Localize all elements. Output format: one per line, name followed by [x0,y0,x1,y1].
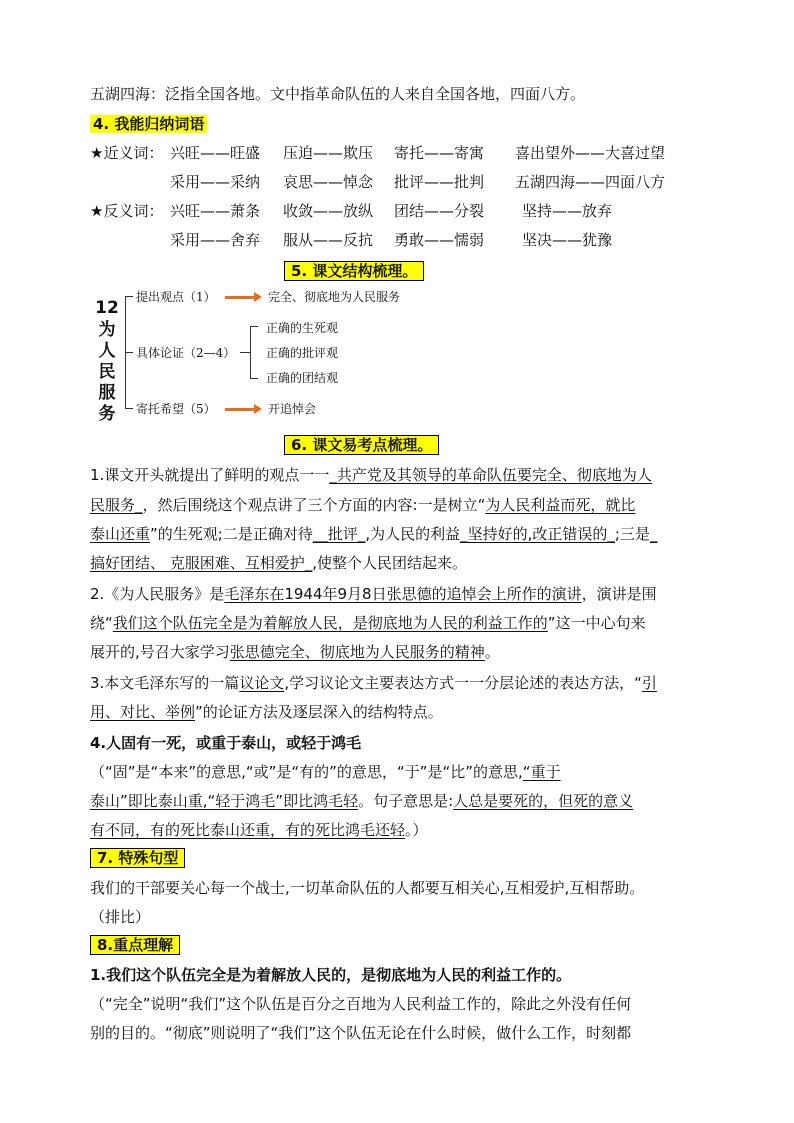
text-run: 。 [484,643,500,661]
intro-line: 五湖四海：泛指全国各地。文中指革命队伍的人来自全国各地，四面八方。 [90,85,586,103]
answer-underlined: __批评_ [312,525,366,543]
text-run: 。） [405,821,428,839]
section-4-heading [90,114,207,134]
key-item-1-line-1: （“完全”说明“我们”这个队伍是百分之百地为人民利益工作的，除此之外没有任何 [90,995,632,1013]
section-8-heading [90,935,180,955]
section-7-heading [90,848,185,868]
branch-1-label: 提出观点（1） [136,290,216,304]
sentence-type-note: （排比） [90,908,151,926]
lesson-title-char: 为 [98,320,116,340]
point-2-line-3 [90,642,500,662]
answer-underlined: 毛泽东在1944年9月8日张思德的追悼会上所作的演讲 [224,585,582,603]
lesson-number: 12 [95,298,119,318]
lesson-title-char: 务 [98,404,116,424]
answer-underlined: 人总是要死的，但死的意义 [453,792,634,810]
branch-2-item: 正确的批评观 [266,346,339,360]
brace-tick [125,408,133,409]
antonym-pair: 团结——分裂 [394,202,485,220]
antonym-pair: 勇敢——懦弱 [394,231,485,249]
antonym-label: ★反义词： [90,202,164,220]
answer-underlined: 泰山还重 [90,525,151,543]
lesson-title-char: 人 [98,341,116,361]
section-7-title: 7. 特殊句型 [90,848,185,868]
antonym-pair: 采用——舍弃 [170,231,261,249]
text-run: ;三是 [614,525,650,543]
point-4-title: 4.人固有一死，或重于泰山，或轻于鸿毛 [90,734,362,752]
answer-underlined: 有不同，有的死比泰山还重，有的死比鸿毛还轻 [90,821,406,839]
answer-underlined: 为人民利益而死，就比 [485,496,636,514]
antonym-pair: 坚决——犹豫 [522,231,613,249]
point-2-line-2 [90,613,646,633]
text-run: ，演讲是围 [581,585,657,603]
branch-2-item: 正确的团结观 [266,371,339,385]
text-run: ”的论证方法及逐层深入的结构特点。 [195,703,443,721]
synonym-pair: 批评——批判 [394,173,485,191]
answer-underlined: 张思德完全、彻底地为人民服务的精神 [229,643,485,661]
synonym-pair: 哀思——悼念 [283,173,374,191]
point-2-line-1 [90,584,657,604]
point-4-line-3 [90,820,428,840]
answer-underlined: 用、对比、举例 [90,703,196,721]
sub-brace-tick [240,352,250,353]
point-4-line-2 [90,791,633,811]
text-run: ，然后围绕这个观点讲了三个方面的内容:一是树立“ [142,496,486,514]
special-sentence: 我们的干部要关心每一个战士,一切革命队伍的人都要互相关心,互相爱护,互相帮助。 [90,879,645,897]
branch-2-item: 正确的生死观 [266,321,339,335]
key-item-1-line-2: 别的目的。“彻底”则说明了“我们”这个队伍无论在什么时候，做什么工作，时刻都 [90,1024,632,1042]
point-1-line-1 [90,465,652,485]
point-1-line-3 [90,524,657,544]
synonym-pair: 喜出望外——大喜过望 [515,144,666,162]
text-run: （“固”是“本来”的意思,“或”是“有的”的意思，“于”是“比”的意思, [90,763,523,781]
answer-underlined: 民服务_ [90,496,143,514]
branch-2-label: 具体论证（2—4） [136,346,236,360]
sub-brace [250,326,251,378]
point-1-line-2 [90,495,635,515]
sub-brace-tick [250,326,258,327]
section-8-title: 8.重点理解 [90,935,180,955]
answer-underlined: “重于 [522,763,561,781]
text-run: ”这一中心句来 [547,614,646,632]
synonym-pair: 寄托——寄寓 [394,144,485,162]
answer-underlined: 我们这个队伍完全是为着解放人民，是彻底地为人民的利益工作的 [112,614,548,632]
answer-underlined: 议论文 [239,674,285,692]
arrow-icon [225,296,255,299]
brace-tick [125,296,133,297]
answer-underlined: _共产党及其领导的革命队伍要完全、彻底地为人 [329,466,652,484]
sub-brace-tick [250,378,258,379]
antonym-pair: 收敛——放纵 [283,202,374,220]
branch-3-label: 寄托希望（5） [136,402,216,416]
section-5-title: 5. 课文结构梳理。 [284,261,424,281]
antonym-pair: 兴旺——萧条 [170,202,261,220]
answer-underlined: 搞好团结、 克服困难、互相爱护_ [90,554,313,572]
arrow-icon [225,408,255,411]
text-run: 2.《为人民服务》是 [90,585,225,603]
synonym-pair: 压迫——欺压 [283,144,374,162]
answer-underlined: 泰山”即比泰山重,“轻于鸿毛”即比鸿毛轻 [90,792,359,810]
text-run: ,学习议论文主要表达方式一一分层论述的表达方法，“ [284,674,642,692]
section-6-title: 6. 课文易考点梳理。 [284,435,439,455]
point-3-line-1 [90,673,657,693]
lesson-title-char: 服 [98,383,116,403]
section-5-heading [284,261,424,281]
text-run: 1.课文开头就提出了鲜明的观点一一 [90,466,330,484]
synonym-pair: 采用——采纳 [170,173,261,191]
synonym-label: ★近义词： [90,144,164,162]
brace-tick [125,352,133,353]
text-run: ,为人民的利益 [365,525,461,543]
text-run: 。句子意思是: [358,792,454,810]
synonym-pair: 兴旺——旺盛 [170,144,261,162]
text-run: ,使整个人民团结起来。 [312,554,468,572]
section-4-title: 4. 我能归纳词语 [90,115,207,133]
point-4-line-1 [90,762,561,782]
text-run: 3.本文毛泽东写的一篇 [90,674,240,692]
antonym-pair: 服从——反抗 [283,231,374,249]
branch-1-result: 完全、彻底地为人民服务 [268,290,401,304]
synonym-pair: 五湖四海——四面八方 [515,173,666,191]
answer-underlined: _坚持好的,改正错误的_ [460,525,615,543]
answer-underlined: 引 [641,674,657,692]
point-3-line-2 [90,702,443,722]
text-run: 绕“ [90,614,113,632]
answer-underlined: _ [649,525,658,543]
lesson-title-char: 民 [98,362,116,382]
point-1-line-4 [90,553,467,573]
text-run: 展开的,号召大家学习 [90,643,230,661]
key-item-1-title: 1.我们这个队伍完全是为着解放人民的，是彻底地为人民的利益工作的。 [90,966,572,984]
text-run: ”的生死观;二是正确对待 [150,525,313,543]
section-6-heading [284,435,439,455]
branch-3-result: 开追悼会 [268,402,317,416]
antonym-pair: 坚持——放弃 [522,202,613,220]
